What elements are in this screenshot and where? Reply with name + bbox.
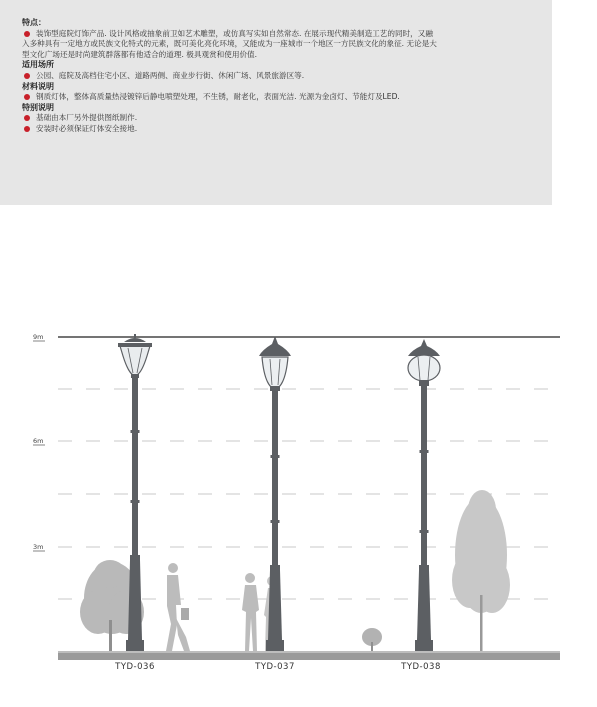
model-label-038: TYD-038 bbox=[401, 662, 441, 672]
person-walking-icon bbox=[166, 563, 190, 651]
features-line-3: 型文化广场还是时尚建筑群落都有他适合的道理. 极具观赏和使用价值. bbox=[22, 49, 258, 59]
applications-text: 公园、庭院及高档住宅小区、道路两侧、商业步行街、休闲广场、风景旅游区等. bbox=[36, 70, 305, 80]
model-label-037: TYD-037 bbox=[255, 662, 295, 672]
lamp-tyd-038 bbox=[408, 339, 440, 651]
features-heading: 特点： bbox=[22, 18, 46, 27]
tree-right-icon bbox=[452, 490, 510, 651]
model-label-036: TYD-036 bbox=[115, 662, 155, 672]
notes-heading: 特别说明 bbox=[22, 102, 54, 112]
applications-heading: 适用场所 bbox=[22, 60, 54, 70]
shrub-icon bbox=[362, 628, 382, 651]
features-line-2: 入多种具有一定地方或民族文化特式的元素，既可美化亮化环境，又能成为一座城市一个地区一方民族文化的象征. 无论是大 bbox=[22, 39, 437, 49]
notes-text-1: 基础由本厂另外提供图纸制作. bbox=[36, 113, 138, 123]
features-line-1: 装饰型庭院灯饰产品. 设计风格或抽象前卫如艺术雕塑，或仿真写实如自然常态. 在展示现代精美制造工艺的同时，又融 bbox=[36, 28, 433, 38]
scale-label-9m: 9m bbox=[33, 333, 44, 341]
notes-text-2: 安装时必须保证灯体安全接地. bbox=[36, 123, 138, 133]
scale-label-3m: 3m bbox=[33, 543, 44, 551]
materials-text: 钢质灯体，整体高质量热浸镀锌后静电喷塑处理，不生锈，耐老化，表面光洁. 光源为金卤灯、节能灯及LED. bbox=[36, 92, 400, 102]
person-standing-icon bbox=[242, 573, 259, 651]
materials-heading: 材料说明 bbox=[22, 81, 54, 91]
scale-label-6m: 6m bbox=[33, 437, 44, 445]
